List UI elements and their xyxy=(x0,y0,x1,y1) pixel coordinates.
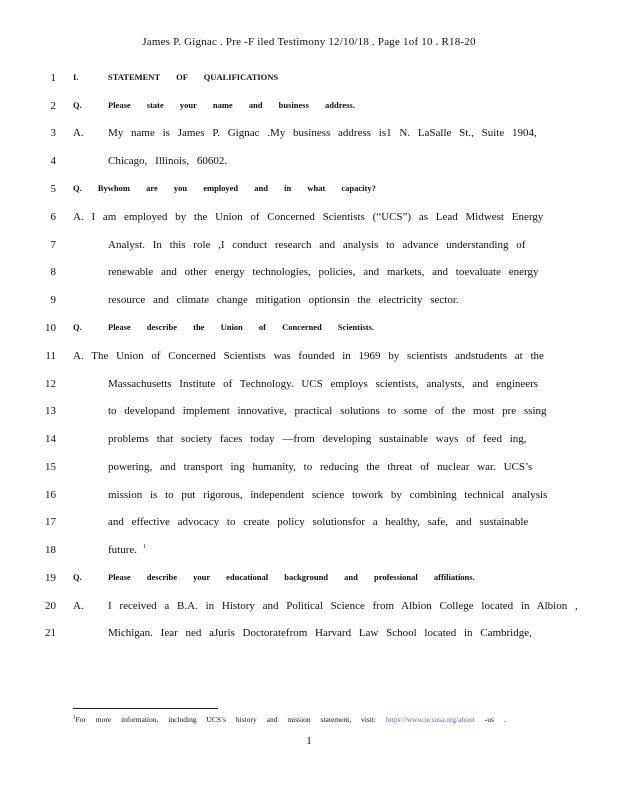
line-text-content: resource and climate change mitigation optionsin the electricity sector. xyxy=(108,294,459,306)
testimony-line xyxy=(0,405,618,425)
testimony-line xyxy=(0,627,618,647)
line-text-content: renewable and other energy technologies, policies, and markets, and toevaluate energy xyxy=(108,266,539,278)
line-number: 9 xyxy=(50,294,56,306)
line-text-content: Analyst. In this role ,I conduct research and analysis to advance understanding of xyxy=(108,239,526,251)
testimony-line xyxy=(0,600,618,620)
line-text xyxy=(108,239,525,251)
line-text xyxy=(108,127,537,139)
line-number: 12 xyxy=(45,378,56,390)
line-text xyxy=(108,405,547,417)
line-text xyxy=(108,627,532,639)
testimony-line xyxy=(0,572,618,592)
line-number: 21 xyxy=(45,627,56,639)
line-text xyxy=(108,544,146,556)
line-text xyxy=(108,294,459,306)
line-number: 8 xyxy=(50,266,56,278)
line-number: 15 xyxy=(45,461,56,473)
footnote-marker: 1 xyxy=(73,715,76,721)
line-number: 3 xyxy=(50,127,56,139)
testimony-line xyxy=(0,239,618,259)
line-text xyxy=(108,100,355,110)
line-text-content: My name is James P. Gignac .My business address is1 N. LaSalle St., Suite 1904, xyxy=(108,127,537,139)
line-number: 17 xyxy=(45,516,56,528)
line-text xyxy=(108,433,527,445)
footnote-rule xyxy=(73,708,218,709)
line-text xyxy=(108,72,278,82)
line-number: 7 xyxy=(50,239,56,251)
line-number: 20 xyxy=(45,600,56,612)
line-text xyxy=(108,489,547,501)
line-number: 13 xyxy=(45,405,56,417)
line-number: 19 xyxy=(45,572,56,584)
footnote-tail: -us . xyxy=(474,715,506,724)
line-text-content: future. xyxy=(108,544,138,556)
line-label: I. xyxy=(73,72,79,82)
testimony-line xyxy=(0,294,618,314)
testimony-line xyxy=(0,183,618,203)
line-text-content: powering, and transport ing humanity, to reducing the threat of nuclear war. UCS’s xyxy=(108,461,533,473)
testimony-line xyxy=(0,127,618,147)
line-text-content: mission is to put rigorous, independent science towork by combining technical analysis xyxy=(108,489,548,501)
line-number: 5 xyxy=(50,183,56,195)
line-text-content: Massachusetts Institute of Technology. UCS employs scientists, analysts, and engineers xyxy=(108,378,539,390)
line-label: Q. xyxy=(73,572,82,582)
line-text xyxy=(108,378,538,390)
line-number: 18 xyxy=(45,544,56,556)
line-text-content: Chicago, Illinois, 60602. xyxy=(108,155,228,167)
line-label: A. xyxy=(73,127,84,139)
line-text-content: I received a B.A. in History and Political Science from Albion College located in Albion , xyxy=(108,600,578,612)
testimony-line xyxy=(0,489,618,509)
testimony-line xyxy=(0,211,618,231)
testimony-line xyxy=(0,516,618,536)
line-text-content: and effective advocacy to create policy solutionsfor a healthy, safe, and sustainable xyxy=(108,516,529,528)
testimony-line xyxy=(0,155,618,175)
line-text-content: Please describe your educational background and professional affiliations. xyxy=(108,572,475,582)
testimony-line xyxy=(0,461,618,481)
line-text: A. I am employed by the Union of Concerned Scientists (“UCS”) as Lead Midwest Energy xyxy=(73,211,544,223)
footnote-text: For more information, including UCS’s history and mission statement, visit: xyxy=(75,715,377,724)
testimony-line xyxy=(0,433,618,453)
line-text-content: problems that society faces today —from developing sustainable ways of feed ing, xyxy=(108,433,527,445)
testimony-line xyxy=(0,544,618,564)
line-number: 6 xyxy=(50,211,56,223)
line-number: 11 xyxy=(45,350,56,362)
line-text xyxy=(108,516,528,528)
testimony-line xyxy=(0,266,618,286)
line-number: 16 xyxy=(45,489,56,501)
line-number: 4 xyxy=(50,155,56,167)
page-number: 1 xyxy=(306,735,312,747)
footnote-link[interactable]: https://www.ucsusa.org/about xyxy=(385,715,475,724)
line-label: Q. xyxy=(73,100,82,110)
page-header: James P. Gignac . Pre -F iled Testimony 12/10/18 . Page 1of 10 . R18-20 xyxy=(142,36,476,48)
line-number: 10 xyxy=(45,322,56,334)
footnote xyxy=(73,715,506,724)
line-label: Q. xyxy=(73,322,82,332)
line-text xyxy=(108,266,538,278)
testimony-line xyxy=(0,100,618,120)
line-text: Q. Bywhom are you employed and in what capacity? xyxy=(73,183,376,193)
line-number: 1 xyxy=(50,72,56,84)
line-text: A. The Union of Concerned Scientists was founded in 1969 by scientists andstudents at the xyxy=(73,350,544,362)
line-number: 14 xyxy=(45,433,56,445)
testimony-line xyxy=(0,72,618,92)
line-text xyxy=(108,322,374,332)
line-number: 2 xyxy=(50,100,56,112)
footnote-reference[interactable]: 1 xyxy=(143,544,147,551)
testimony-line xyxy=(0,322,618,342)
testimony-line xyxy=(0,350,618,370)
line-text xyxy=(108,600,578,612)
line-text xyxy=(108,572,475,582)
testimony-line xyxy=(0,378,618,398)
line-text xyxy=(108,461,532,473)
line-text-content: STATEMENT OF QUALIFICATIONS xyxy=(108,72,279,82)
line-text-content: Please state your name and business address. xyxy=(108,100,355,110)
line-text-content: Michigan. Iear ned aJuris Doctoratefrom Harvard Law School located in Cambridge, xyxy=(108,627,532,639)
line-label: A. xyxy=(73,600,84,612)
line-text-content: Please describe the Union of Concerned Scientists. xyxy=(108,322,375,332)
line-text-content: to developand implement innovative, practical solutions to some of the most pre ssing xyxy=(108,405,547,417)
line-text xyxy=(108,155,227,167)
